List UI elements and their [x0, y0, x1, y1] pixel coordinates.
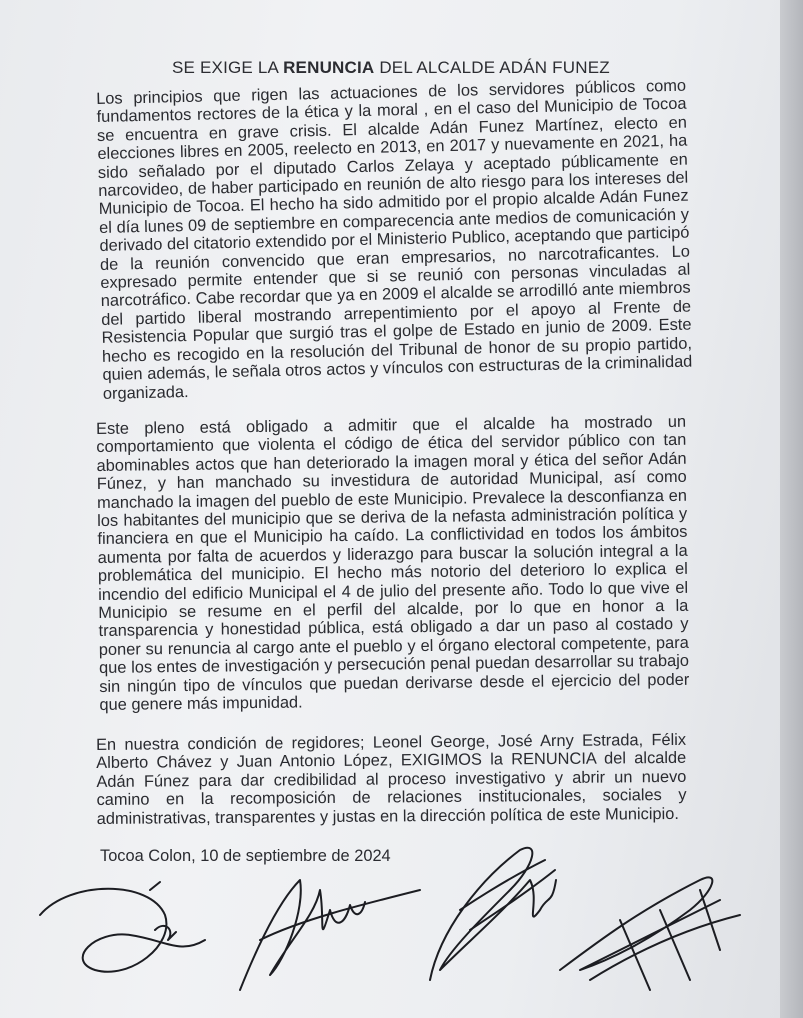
signatures-area	[0, 820, 780, 1018]
signature-2	[240, 880, 420, 990]
paper-edge	[780, 0, 803, 1018]
title-prefix: SE EXIGE LA	[172, 58, 284, 77]
title-emphasis: RENUNCIA	[283, 58, 375, 77]
paragraph-demand: En nuestra condición de regidores; Leonel George, José Arny Estrada, Félix Alberto Chávez y Juan Antonio López, EXIGIMOS la RENUNCIA del alcalde Adán Fúnez para dar credibilidad al proceso investigativo y abrir un nuevo camino en la recomposición de relaciones institucionales, sociales y administrativas, transparentes y justas en la dirección política de este Municipio.	[96, 730, 687, 828]
paragraph-principles: Los principios que rigen las actuaciones de los servidores públicos como fundamentos rectores de la ética y la moral , en el caso del Municipio de Tocoa se encuentra en grave crisis. El alcalde Adán Funez Martínez, electo en elecciones libres en 2005, reelecto en 2013, en 2017 y nuevamente en 2021, ha sido señalado por el diputado Carlos Zelaya y aceptado públicamente en narcovideo, de haber participado en reunión de alto riesgo para los intereses del Municipio de Tocoa. El hecho ha sido admitido por el propio alcalde Adán Funez el día lunes 09 de septiembre en comparecencia ante medios de comunicación y derivado del citatorio extendido por el Ministerio Publico, aceptando que participó de la reunión convencido que eran empresarios, no narcotraficantes. Lo expresado permite entender que si se reunió con personas vinculadas al narcotráfico. Cabe recordar que ya en 2009 el alcalde se arrodilló ante miembros del partido liberal mostrando arrepentimiento por el apoyo al Frente de Resistencia Popular que surgió tras el golpe de Estado en junio de 2009. Este hecho es recogido en la resolución del Tribunal de honor de su propio partido, quien además, le señala otros actos y vínculos con estructuras de la criminalidad organizada.	[96, 76, 693, 403]
signature-1	[40, 882, 205, 972]
title-suffix: DEL ALCALDE ADÁN FUNEZ	[374, 58, 610, 77]
document-title	[172, 58, 632, 78]
signature-4	[560, 877, 740, 990]
place-date: Tocoa Colon, 10 de septiembre de 2024	[100, 847, 391, 865]
signature-3	[430, 848, 556, 980]
paragraph-obligation: Este pleno está obligado a admitir que el alcalde ha mostrado un comportamiento que violenta el código de ética del servidor público con tan abominables actos que han deteriorado la imagen moral y ética del señor Adán Fúnez, y han manchado su investidura de autoridad Municipal, así como manchado la imagen del pueblo de este Municipio. Prevalece la desconfianza en los habitantes del municipio que se deriva de la nefasta administración política y financiera en que el Municipio ha caído. La conflictividad en todos los ámbitos aumenta por falta de acuerdos y liderazgo para buscar la solución integral a la problemática del municipio. El hecho más notorio del deterioro lo explica el incendio del edificio Municipal el 4 de julio del presente año. Todo lo que vive el Municipio se resume en el perfil del alcalde, por lo que en honor a la transparencia y honestidad pública, está obligado a dar un paso al costado y poner su renuncia al cargo ante el pueblo y el órgano electoral competente, para que los entes de investigación y persecución penal puedan desarrollar su trabajo sin ningún tipo de vínculos que puedan derivarse desde el ejercicio del poder que genere más impunidad.	[96, 412, 690, 715]
